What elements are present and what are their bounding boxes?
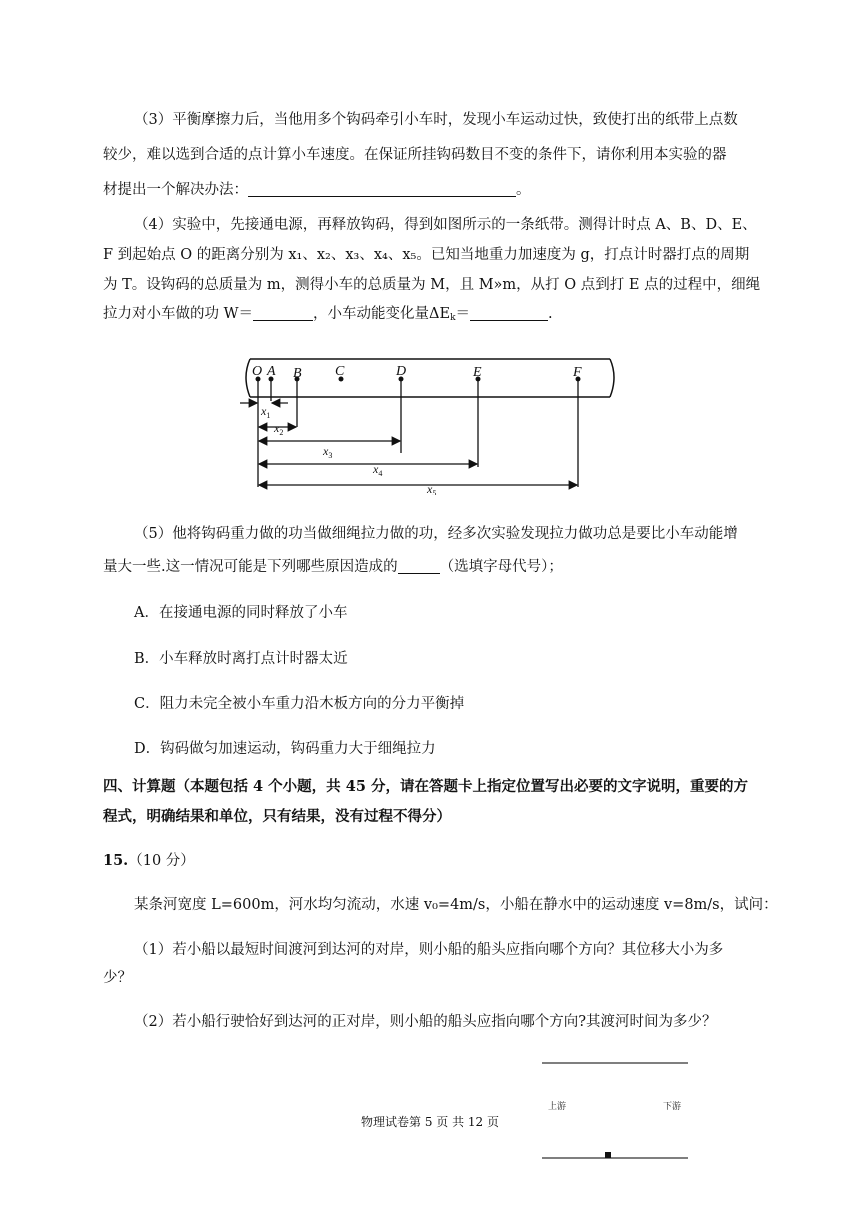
q15-part1-line-2: 少？ [103, 970, 132, 986]
q5-line-1: （5）他将钩码重力做的功当做细绳拉力做的功，经多次实验发现拉力做功总是要比小车动能增 [134, 526, 738, 542]
river-figure [536, 1056, 696, 1166]
q5-line-2-prefix: 量大一些.这一情况可能是下列哪些原因造成的 [103, 559, 398, 575]
q3-line-2: 较少，难以选到合适的点计算小车速度。在保证所挂钩码数目不变的条件下，请你利用本实验的器 [103, 147, 727, 163]
q3-line-3-suffix: 。 [516, 182, 531, 198]
q5-option-b: B．小车释放时离打点计时器太近 [134, 651, 348, 667]
q5-answer-blank[interactable] [398, 559, 440, 574]
q4-line-2: F 到起始点 O 的距离分别为 x₁、x₂、x₃、x₄、x₅。已知当地重力加速度为 g，打点计时器打点的周期 [103, 247, 750, 263]
q5-option-a: A．在接通电源的同时释放了小车 [134, 605, 348, 621]
q4-line-4-mid: ，小车动能变化量ΔE [313, 306, 451, 322]
q4-energy-blank[interactable] [470, 306, 548, 321]
q4-line-1: （4）实验中，先接通电源，再释放钩码，得到如图所示的一条纸带。测得计时点 A、B、D、E、 [134, 217, 757, 233]
point-label-c: C [335, 364, 345, 379]
q4-line-3: 为 T。设钩码的总质量为 m，测得小车的总质量为 M，且 M»m，从打 O 点到打 E 点的过程中，细绳 [103, 277, 761, 293]
distance-label-x1: $x_1$ [261, 404, 271, 420]
q3-line-1: （3）平衡摩擦力后，当他用多个钩码牵引小车时，发现小车运动过快，致使打出的纸带上点数 [134, 112, 738, 128]
point-label-d: D [396, 364, 407, 379]
q5-option-d: D．钩码做匀加速运动，钩码重力大于细绳拉力 [134, 741, 436, 757]
section-4-heading-line-1: 四、计算题（本题包括 4 个小题，共 45 分，请在答题卡上指定位置写出必要的文字说明，重要的方 [103, 778, 748, 795]
paper-tape-figure [238, 355, 620, 495]
q5-line-2-suffix: （选填字母代号）； [439, 559, 563, 575]
tape-left-edge [246, 359, 250, 397]
point-label-b: B [293, 366, 302, 381]
distance-label-x4: $x_4$ [373, 462, 383, 478]
page-footer: 物理试卷第 5 页 共 12 页 [361, 1115, 499, 1129]
q5-option-c: C．阻力未完全被小车重力沿木板方向的分力平衡掉 [134, 696, 465, 712]
q5-line-2 [103, 557, 563, 577]
q4-line-4 [103, 304, 553, 328]
q15-score: （10 分） [128, 853, 195, 869]
tape-right-edge [610, 359, 614, 397]
q3-line-3-prefix: 材提出一个解决办法： [103, 182, 248, 198]
distance-label-x5: $x_5$ [427, 482, 437, 495]
q3-line-3 [103, 180, 531, 200]
q4-line-4-sub: k [450, 313, 456, 323]
q15-part2: （2）若小船行驶恰好到达河的正对岸，则小船的船头应指向哪个方向?其渡河时间为多少？ [134, 1014, 717, 1030]
upstream-label: 上游 [548, 1102, 567, 1112]
q4-line-4-prefix: 拉力对小车做的功 W＝ [103, 306, 254, 322]
q4-work-blank[interactable] [253, 306, 313, 321]
distance-label-x2: $x_2$ [274, 421, 284, 437]
q4-line-4-eq: ＝ [455, 306, 471, 322]
point-label-f: F [573, 365, 582, 380]
section-4-heading-line-2: 程式，明确结果和单位，只有结果，没有过程不得分） [103, 808, 451, 825]
q15-stem: 某条河宽度 L=600m，河水均匀流动，水速 v₀=4m/s，小船在静水中的运动速度 v=8m/s，试问： [134, 897, 778, 913]
point-label-e: E [473, 365, 482, 380]
distance-label-x3: $x_3$ [323, 444, 333, 460]
q3-answer-blank[interactable] [248, 182, 516, 197]
q15-header [103, 851, 195, 871]
q4-line-4-suffix: . [548, 306, 553, 322]
point-label-o: O [252, 364, 263, 379]
q15-part1-line-1: （1）若小船以最短时间渡河到达河的对岸，则小船的船头应指向哪个方向？其位移大小为多 [134, 942, 724, 958]
boat-icon [605, 1152, 611, 1158]
downstream-label: 下游 [663, 1102, 682, 1112]
point-label-a: A [267, 364, 276, 379]
q15-number: 15. [103, 852, 129, 869]
